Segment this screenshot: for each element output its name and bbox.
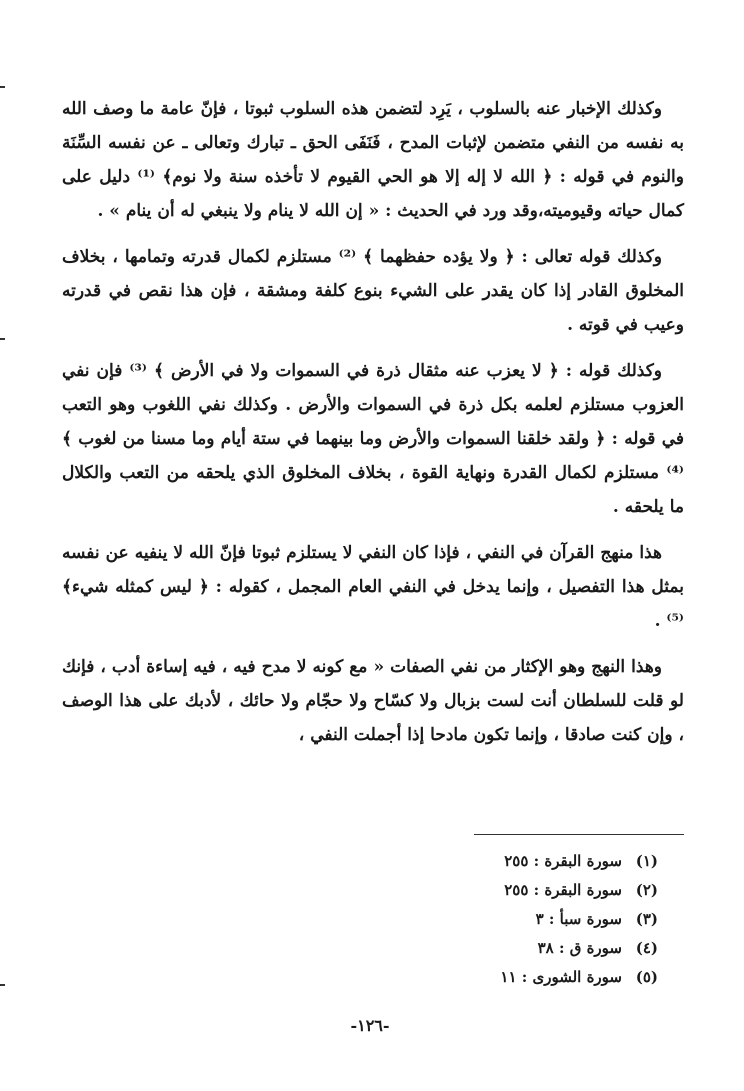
- paragraph: وهذا النهج وهو الإكثار من نفي الصفات « مع كونه لا مدح فيه ، فيه إساءة أدب ، فإنك لو قلت للسلطان أنت لست بزبال ولا كسّاح ولا حجّام ولا حائك ، لأدبك على هذا الوصف ، وإن كنت صادقا ، وإنما تكون مادحا إذا أجملت النفي ،: [62, 657, 684, 745]
- paragraph: وكذلك قوله تعالى : ﴿ ولا يؤده حفظهما ﴾ ⁽²⁾ مستلزم لكمال قدرته وتمامها ، بخلاف المخلوق القادر إذا كان يقدر على الشيء بنوع كلفة ومشقة ، فإن هذا نقص في قدرته وعيب في قوته .: [62, 247, 684, 335]
- paragraph: وكذلك الإخبار عنه بالسلوب ، يَرِد لتضمن هذه السلوب ثبوتا ، فإنّ عامة ما وصف الله به نفسه من النفي متضمن لإثبات المدح ، فَنَفَى الحق ـ تبارك وتعالى ـ عن نفسه السِّنَة والنوم في قوله : ﴿ الله لا إله إلا هو الحي القيوم لا تأخذه سنة ولا نوم﴾ ⁽¹⁾ دليل على كمال حياته وقيوميته،وقد ورد في الحديث : « إن الله لا ينام ولا ينبغي له أن ينام » .: [62, 99, 684, 221]
- footnote-text: سورة البقرة : ٢٥٥: [504, 851, 622, 870]
- footnotes: [400, 846, 658, 991]
- footnote-number: (١): [635, 851, 658, 870]
- footnote-item: [400, 875, 658, 904]
- paragraph: وكذلك قوله : ﴿ لا يعزب عنه مثقال ذرة في السموات ولا في الأرض ﴾ ⁽³⁾ فإن نفي العزوب مستلزم لعلمه بكل ذرة في السموات والأرض . وكذلك نفي اللغوب وهو التعب في قوله : ﴿ ولقد خلقنا السموات والأرض وما بينهما في ستة أيام وما مسنا من لغوب ﴾ ⁽⁴⁾ مستلزم لكمال القدرة ونهاية القوة ، بخلاف المخلوق الذي يلحقه من التعب والكلال ما يلحقه .: [62, 361, 684, 517]
- footnote-separator: [474, 834, 684, 835]
- footnote-text: سورة البقرة : ٢٥٥: [504, 880, 622, 899]
- footnote-item: [400, 933, 658, 962]
- footnote-text: سورة سبأ : ٣: [535, 909, 622, 928]
- footnote-text: سورة ق : ٣٨: [537, 938, 622, 957]
- footnote-item: [400, 904, 658, 933]
- footnote-item: [400, 846, 658, 875]
- footnote-text: سورة الشورى : ١١: [500, 967, 622, 986]
- footnote-item: [400, 962, 658, 991]
- footnote-number: (٥): [635, 967, 658, 986]
- scan-edge-mark: [0, 338, 5, 340]
- footnote-number: (٣): [635, 909, 658, 928]
- footnote-number: (٤): [635, 938, 658, 957]
- footnote-number: (٢): [635, 880, 658, 899]
- main-text: [62, 92, 684, 764]
- page-number: -١٢٦-: [350, 1016, 390, 1035]
- scan-edge-mark: [0, 86, 5, 88]
- scan-edge-mark: [0, 984, 5, 986]
- paragraph: هذا منهج القرآن في النفي ، فإذا كان النفي لا يستلزم ثبوتا فإنّ الله لا ينفيه عن نفسه بمثل هذا التفصيل ، وإنما يدخل في النفي العام المجمل ، كقوله : ﴿ ليس كمثله شيء﴾ ⁽⁵⁾ .: [62, 543, 684, 631]
